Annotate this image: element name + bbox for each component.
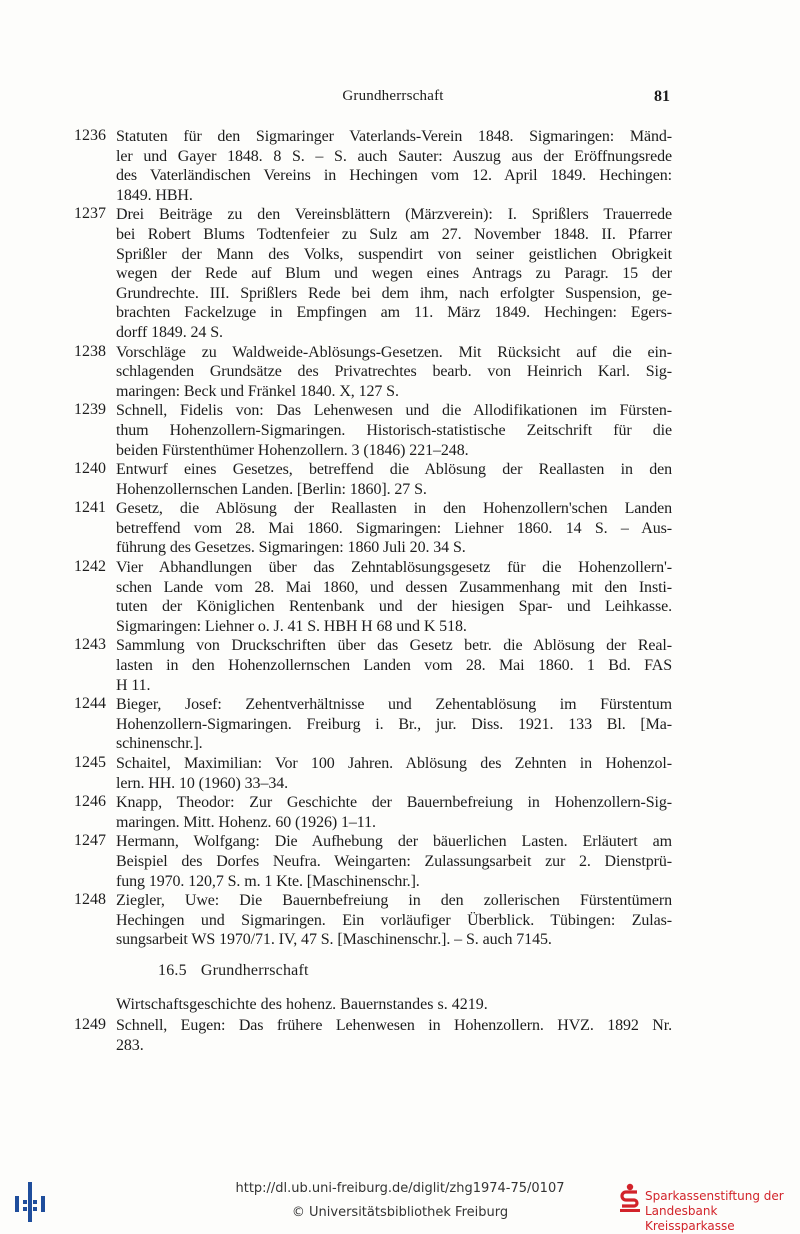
- entry-text-line: Ziegler, Uwe: Die Bauernbefreiung in den zollerischen Fürstentümern: [116, 892, 672, 910]
- page-number: 81: [654, 88, 670, 105]
- entry-text-line: Schnell, Fidelis von: Das Lehenwesen und die Allodifikationen im Fürsten-: [116, 402, 672, 420]
- entry-number: 1240: [74, 460, 106, 478]
- entry-number: 1245: [74, 754, 106, 771]
- entry-text-line: Beispiel des Dorfes Neufra. Weingarten: Zulassungsarbeit zur 2. Dienstprü-: [116, 852, 672, 870]
- bibliography-entry: [74, 127, 672, 205]
- entry-text-line: Gesetz, die Ablösung der Reallasten in den Hohenzollern'schen Landen: [116, 500, 672, 518]
- footer-copyright: © Universitätsbibliothek Freiburg: [291, 1205, 509, 1220]
- bibliography-entry: [74, 695, 672, 754]
- entry-text-line: Statuten für den Sigmaringer Vaterlands-Verein 1848. Sigmaringen: Mänd-: [116, 128, 672, 145]
- entry-text-line: Sammlung von Druckschriften über das Gesetz betr. die Ablösung der Real-: [116, 637, 672, 655]
- entry-text-line: schen Lande vom 28. Mai 1860, und dessen Zusammenhang mit den Insti-: [116, 578, 672, 596]
- entry-text-line: maringen: Beck und Fränkel 1840. X, 127 S.: [116, 382, 399, 400]
- entry-text-line: lern. HH. 10 (1960) 33–34.: [116, 774, 289, 792]
- entry-text-line: Bieger, Josef: Zehentverhältnisse und Zehentablösung im Fürstentum: [116, 696, 672, 714]
- entry-text-line: Knapp, Theodor: Zur Geschichte der Bauernbefreiung in Hohenzollern-Sig-: [116, 794, 672, 812]
- bibliography-entry: [74, 205, 672, 342]
- entry-number: 1242: [74, 558, 106, 576]
- entry-number: 1244: [74, 695, 106, 713]
- entry-text-line: Schnell, Eugen: Das frühere Lehenwesen in Hohenzollern. HVZ. 1892 Nr.: [116, 1017, 672, 1034]
- entry-text-line: führung des Gesetzes. Sigmaringen: 1860 Juli 20. 34 S.: [116, 539, 466, 557]
- entry-number: 1237: [74, 205, 106, 223]
- entry-text-line: Sigmaringen: Liehner o. J. 41 S. HBH H 68 und K 518.: [116, 617, 467, 635]
- entry-text-line: 283.: [116, 1036, 144, 1054]
- entry-number: 1247: [74, 832, 106, 850]
- entry-text-line: Hermann, Wolfgang: Die Aufhebung der bäuerlichen Lasten. Erläutert am: [116, 833, 672, 851]
- entry-text-line: schinenschr.].: [116, 735, 203, 753]
- running-head: Grundherrschaft: [342, 88, 444, 104]
- bibliography-entry: [74, 636, 672, 695]
- entry-text-line: brachten Fackelzuge in Empfingen am 11. März 1849. Hechingen: Egers-: [116, 304, 672, 322]
- section-number: 16.5: [158, 962, 187, 979]
- sponsor-text: [645, 1189, 800, 1234]
- entry-text-line: dorff 1849. 24 S.: [116, 323, 223, 341]
- entry-text-line: ler und Gayer 1848. 8 S. – S. auch Sauter: Auszug aus der Eröffnungsrede: [116, 147, 672, 165]
- bibliography-entries-section: [74, 1016, 672, 1055]
- entry-text-line: beiden Fürstenthümer Hohenzollern. 3 (1846) 221–248.: [116, 441, 469, 459]
- sparkasse-logo-icon: [619, 1183, 641, 1213]
- entry-number: 1246: [74, 793, 106, 811]
- cross-reference: Wirtschaftsgeschichte des hohenz. Bauernstandes s. 4219.: [116, 996, 488, 1013]
- entry-text-line: betreffend vom 28. Mai 1860. Sigmaringen: Liehner 1860. 14 S. – Aus-: [116, 519, 672, 537]
- bibliography-entry: [74, 832, 672, 891]
- entry-text-line: 1849. HBH.: [116, 186, 193, 204]
- entry-text-line: H 11.: [116, 676, 151, 694]
- entry-text-line: Hohenzollern-Sigmaringen. Freiburg i. Br., jur. Diss. 1921. 133 Bl. [Ma-: [116, 715, 672, 733]
- entry-text-line: wegen der Rede auf Blum und wegen eines Antrags zu Paragr. 15 der: [116, 265, 672, 283]
- bibliography-entry: [74, 793, 672, 832]
- entry-text-line: Schaitel, Maximilian: Vor 100 Jahren. Ablösung des Zehnten in Hohenzol-: [116, 755, 672, 772]
- entry-text-line: lasten in den Hohenzollernschen Landen vom 28. Mai 1860. 1 Bd. FAS: [116, 657, 672, 675]
- entry-number: 1249: [74, 1016, 106, 1033]
- entry-text-line: Sprißler der Mann des Volks, suspendirt von seiner geistlichen Obrigkeit: [116, 245, 672, 263]
- bibliography-entries: [74, 127, 672, 950]
- bibliography-entry: [74, 460, 672, 499]
- entry-number: 1238: [74, 342, 106, 360]
- bibliography-entry: [74, 1016, 672, 1055]
- entry-text-line: thum Hohenzollern-Sigmaringen. Historisch-statistische Zeitschrift für die: [116, 421, 672, 439]
- entry-text-line: Vorschläge zu Waldweide-Ablösungs-Gesetzen. Mit Rücksicht auf die ein-: [116, 343, 672, 361]
- bibliography-entry: [74, 891, 672, 950]
- entry-text-line: Vier Abhandlungen über das Zehntablösungsgesetz für die Hohenzollern'-: [116, 559, 672, 577]
- entry-text-line: bei Robert Blums Todtenfeier zu Sulz am 27. November 1848. II. Pfarrer: [116, 225, 672, 243]
- entry-text-line: Hohenzollernschen Landen. [Berlin: 1860]. 27 S.: [116, 480, 427, 498]
- footer-url[interactable]: http://dl.ub.uni-freiburg.de/diglit/zhg1974-75/0107: [235, 1181, 565, 1196]
- entry-text-line: des Vaterländischen Vereins in Hechingen vom 12. April 1849. Hechingen:: [116, 167, 672, 185]
- entry-number: 1243: [74, 636, 106, 654]
- page-header: [116, 88, 670, 110]
- section-title: Grundherrschaft: [200, 962, 309, 979]
- bibliography-entry: [74, 558, 672, 636]
- footer: [0, 1170, 800, 1233]
- entry-text-line: tuten der Königlichen Rentenbank und der hiesigen Spar- und Leihkasse.: [116, 598, 672, 616]
- entry-number: 1241: [74, 499, 106, 517]
- entry-text-line: maringen. Mitt. Hohenz. 60 (1926) 1–11.: [116, 813, 376, 831]
- bibliography-entry: [74, 754, 672, 793]
- entry-text-line: sungsarbeit WS 1970/71. IV, 47 S. [Maschinenschr.]. – S. auch 7145.: [116, 931, 552, 949]
- entry-number: 1248: [74, 891, 106, 909]
- entry-text-line: fung 1970. 120,7 S. m. 1 Kte. [Maschinenschr.].: [116, 872, 420, 890]
- bibliography-entry: [74, 343, 672, 402]
- entry-number: 1236: [74, 127, 106, 144]
- entry-number: 1239: [74, 401, 106, 419]
- section-heading: [158, 962, 309, 980]
- entry-text-line: Entwurf eines Gesetzes, betreffend die Ablösung der Reallasten in den: [116, 461, 672, 479]
- entry-text-line: Hechingen und Sigmaringen. Ein vorläufiger Überblick. Tübingen: Zulas-: [116, 911, 672, 929]
- entry-text-line: Grundrechte. III. Sprißlers Rede bei dem ihm, nach erfolgter Suspension, ge-: [116, 284, 672, 302]
- bibliography-entry: [74, 401, 672, 460]
- sponsor-line-1: Sparkassenstiftung der: [645, 1189, 784, 1203]
- entry-text-line: schlagenden Grundsätze des Privatrechtes bearb. von Heinrich Karl. Sig-: [116, 363, 672, 381]
- sponsor-line-2: Landesbank Kreissparkasse: [645, 1204, 735, 1233]
- bibliography-entry: [74, 499, 672, 558]
- entry-text-line: Drei Beiträge zu den Vereinsblättern (Märzverein): I. Sprißlers Trauerrede: [116, 206, 672, 224]
